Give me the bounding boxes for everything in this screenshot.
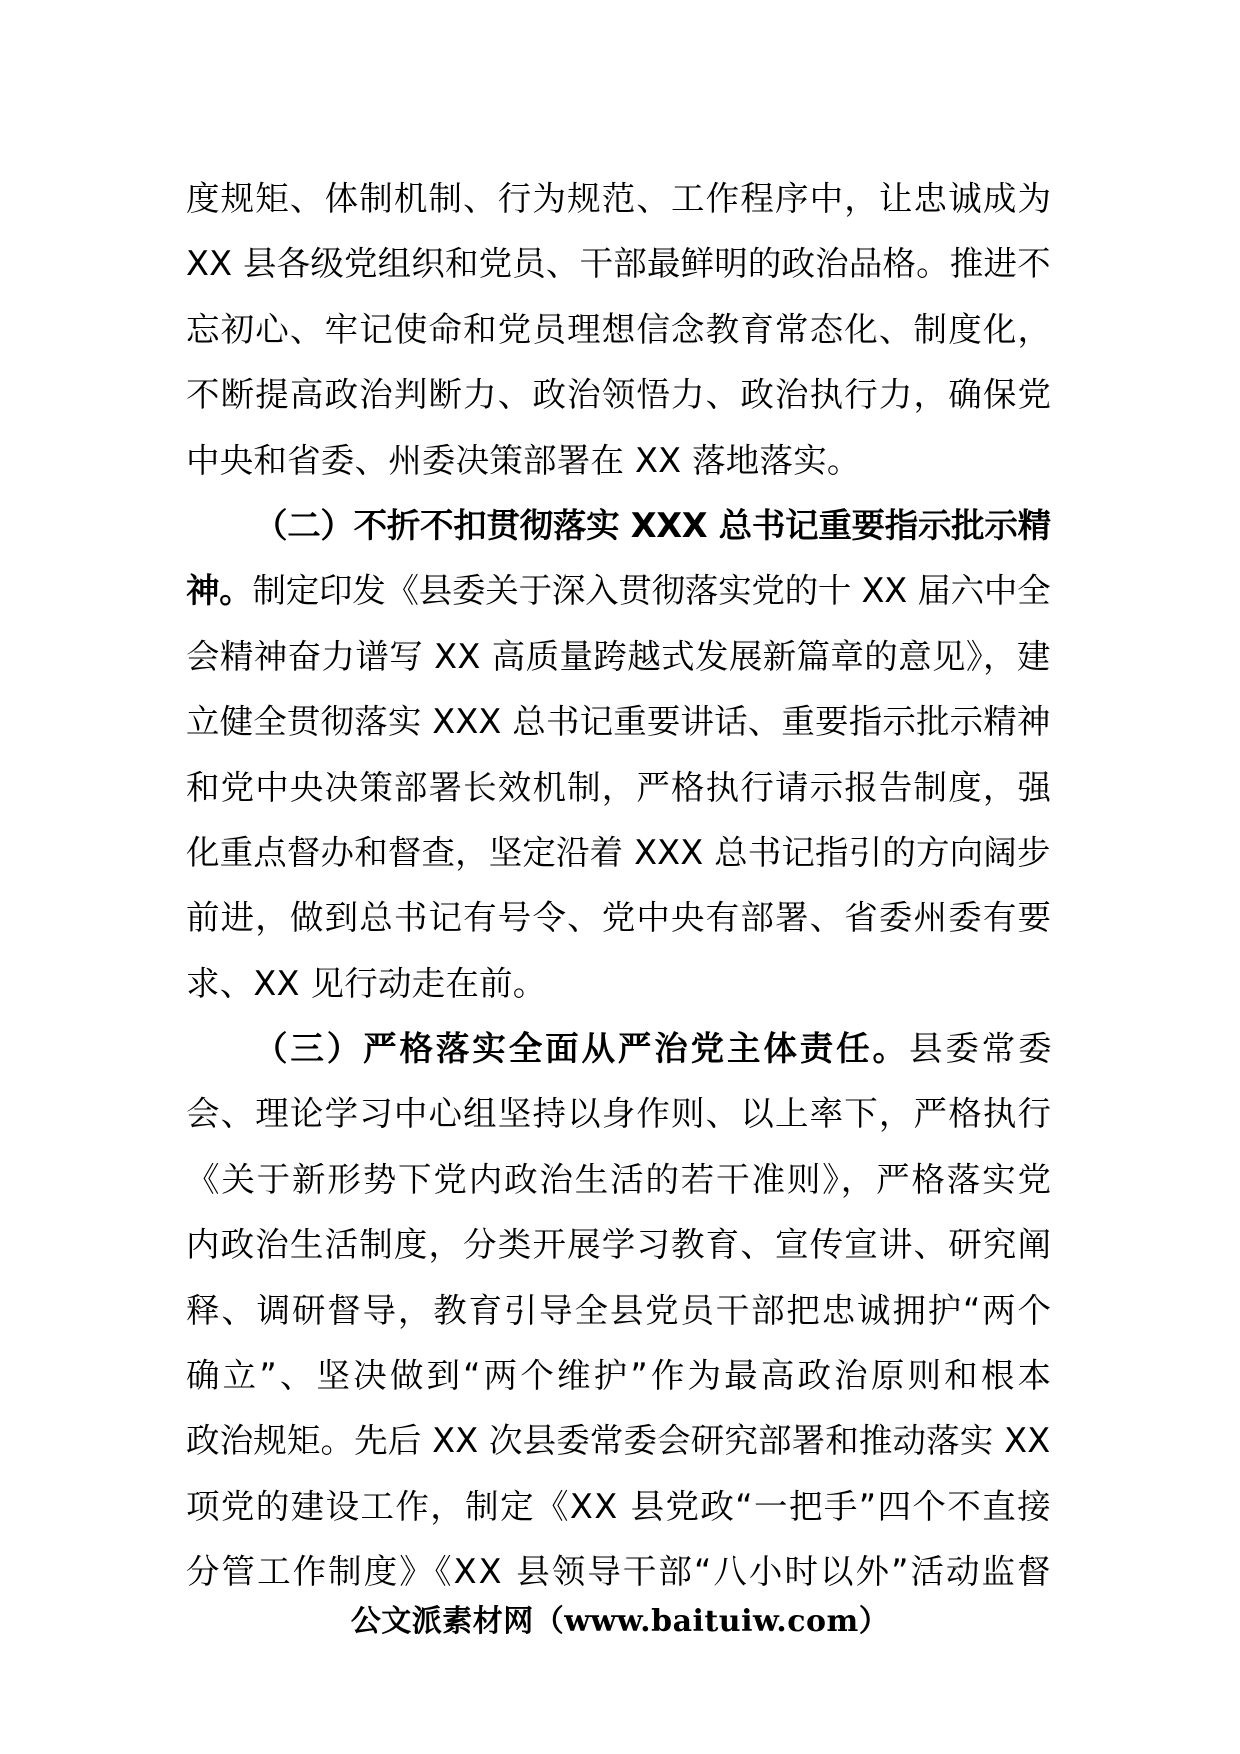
text-line — [186, 885, 1056, 950]
bold-heading-segment: 神。 — [186, 571, 253, 611]
text-segment: 制定印发《县委关于深入贯彻落实党的十 XX 届六中全 — [252, 571, 1051, 611]
text-line — [186, 297, 1056, 362]
text-segment: 会精神奋力谱写 XX 高质量跨越式发展新篇章的意见》，建 — [186, 636, 1051, 676]
text-segment: 释、调研督导，教育引导全县党员干部把忠诚拥护“两个 — [186, 1290, 1053, 1330]
text-line — [186, 1539, 1056, 1604]
text-segment: 县委常委 — [908, 1029, 1055, 1069]
text-segment: 项党的建设工作，制定《XX 县党政“一把手”四个不直接 — [186, 1486, 1052, 1526]
text-segment: 求、XX 见行动走在前。 — [186, 963, 547, 1003]
text-segment: 《关于新形势下党内政治生活的若干准则》，严格落实党 — [186, 1159, 1053, 1199]
bold-heading-segment: （二）不折不扣贯彻落实 XXX 总书记重要指示批示精 — [254, 505, 1051, 545]
text-line — [186, 1474, 1056, 1539]
text-line — [186, 689, 1056, 754]
text-line — [186, 428, 1056, 493]
text-segment: 化重点督办和督查，坚定沿着 XXX 总书记指引的方向阔步 — [186, 832, 1051, 872]
text-segment: 前进，做到总书记有号令、党中央有部署、省委州委有要 — [186, 898, 1053, 938]
text-segment: 会、理论学习中心组坚持以身作则、以上率下，严格执行 — [186, 1094, 1053, 1134]
text-line — [186, 820, 1056, 885]
text-line — [186, 362, 1056, 427]
text-line — [186, 231, 1056, 296]
text-line — [186, 624, 1056, 689]
bold-heading-segment: （三）严格落实全面从严治党主体责任。 — [254, 1029, 909, 1069]
text-line — [186, 755, 1056, 820]
text-line — [186, 166, 1056, 231]
text-line — [186, 1147, 1056, 1212]
text-line — [186, 1408, 1056, 1473]
text-segment: 分管工作制度》《XX 县领导干部“八小时以外”活动监督 — [186, 1552, 1053, 1592]
text-segment: 不断提高政治判断力、政治领悟力、政治执行力，确保党 — [186, 375, 1053, 415]
text-segment: 立健全贯彻落实 XXX 总书记重要讲话、重要指示批示精神 — [186, 702, 1051, 742]
text-segment: 政治规矩。先后 XX 次县委常委会研究部署和推动落实 XX — [186, 1421, 1051, 1461]
text-line — [186, 1278, 1056, 1343]
text-line — [186, 1343, 1056, 1408]
text-line — [186, 1016, 1056, 1081]
body-text — [186, 166, 1056, 1605]
text-segment: 忘初心、牢记使命和党员理想信念教育常态化、制度化， — [186, 309, 1053, 349]
text-line — [186, 558, 1056, 623]
text-segment: 中央和省委、州委决策部署在 XX 落地落实。 — [186, 440, 861, 480]
footer-watermark: 公文派素材网（www.baituiw.com） — [350, 1604, 890, 1639]
text-line — [186, 493, 1056, 558]
text-line — [186, 1081, 1056, 1146]
text-segment: 度规矩、体制机制、行为规范、工作程序中，让忠诚成为 — [186, 179, 1053, 218]
text-line — [186, 1212, 1056, 1277]
text-segment: 内政治生活制度，分类开展学习教育、宣传宣讲、研究阐 — [186, 1225, 1053, 1265]
text-segment: 和党中央决策部署长效机制，严格执行请示报告制度，强 — [186, 767, 1053, 807]
text-segment: XX 县各级党组织和党员、干部最鲜明的政治品格。推进不 — [186, 244, 1051, 284]
text-line — [186, 951, 1056, 1016]
text-segment: 确立”、坚决做到“两个维护”作为最高政治原则和根本 — [186, 1356, 1055, 1396]
